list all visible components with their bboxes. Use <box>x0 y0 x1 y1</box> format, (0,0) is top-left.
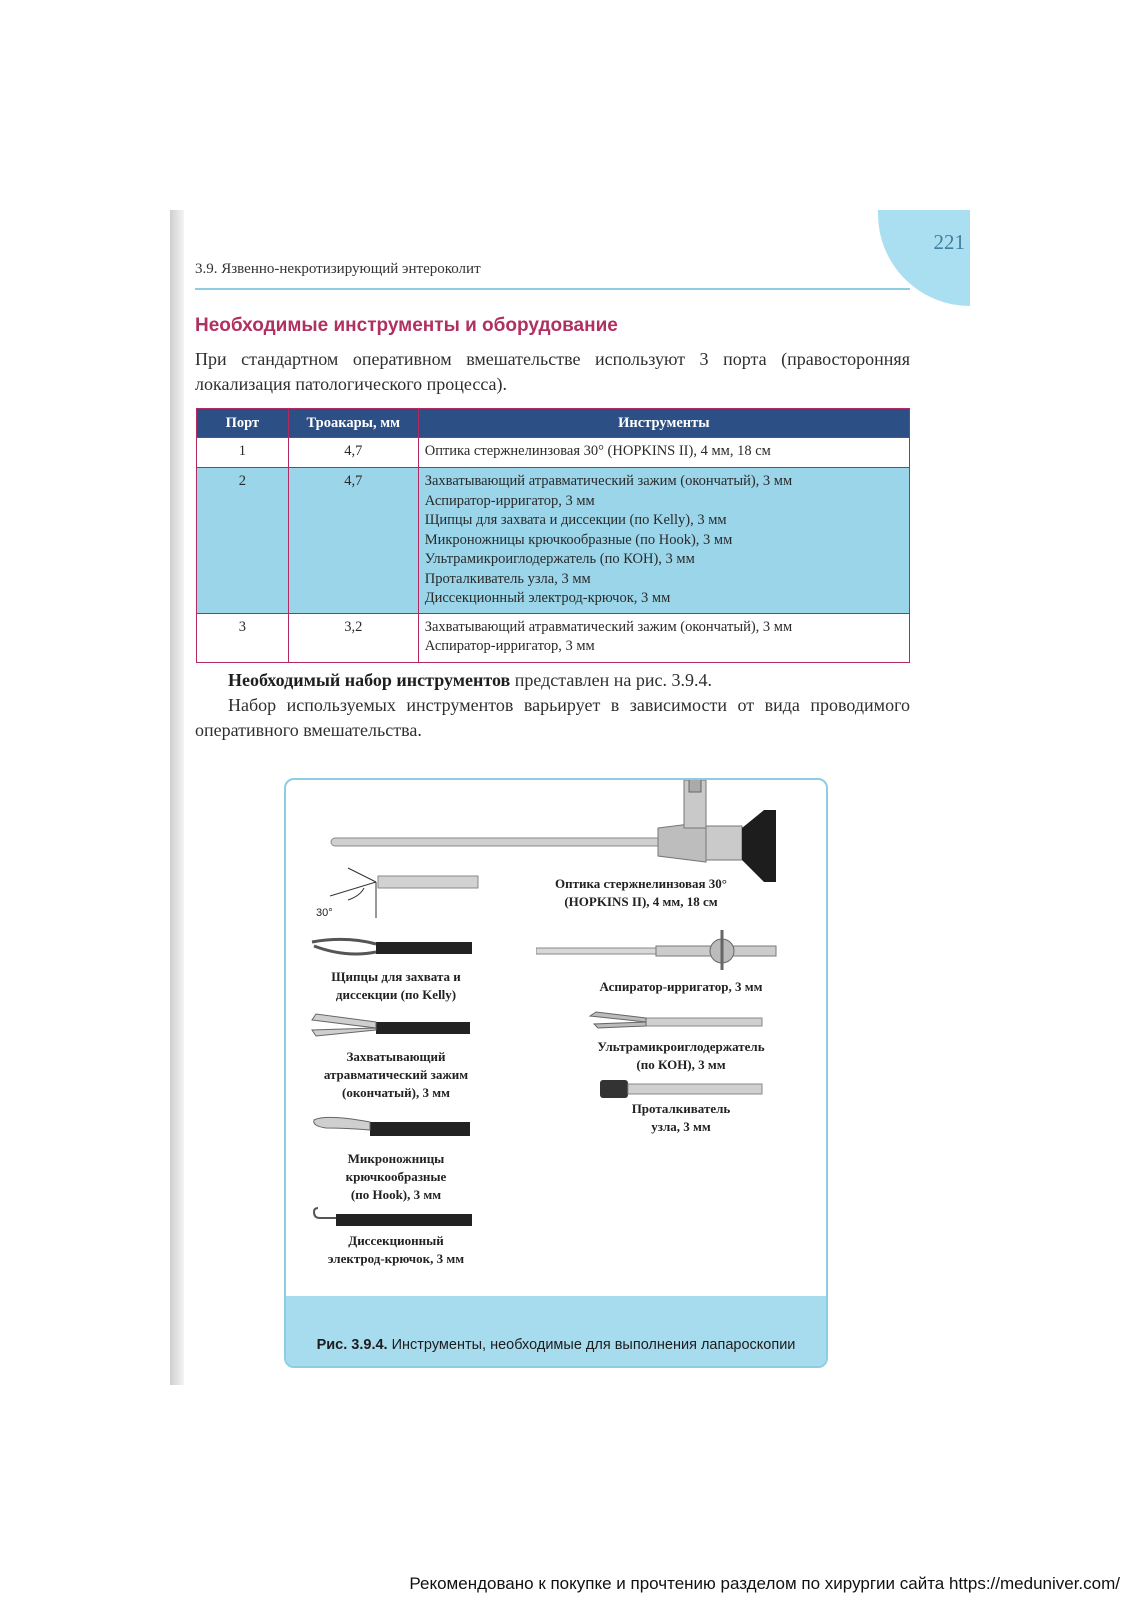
optic-tip-detail-image <box>308 866 488 926</box>
label-line: электрод-крючок, 3 мм <box>327 1251 465 1266</box>
label-line: Проталкиватель <box>631 1101 731 1116</box>
trocar-cell: 4,7 <box>288 438 418 468</box>
label-line: Микроножницы <box>347 1151 445 1166</box>
header-instruments: Инструменты <box>418 409 909 438</box>
label-line: (окончатый), 3 мм <box>342 1085 450 1100</box>
label-line: узла, 3 мм <box>651 1119 711 1134</box>
fenestrated-grasper-image <box>306 1008 476 1044</box>
label-line: Ультрамикроиглодержатель <box>597 1039 765 1054</box>
aspirator-irrigator-image <box>536 930 786 970</box>
instrument-line: Диссекционный электрод-крючок, 3 мм <box>424 590 671 606</box>
port-cell: 1 <box>197 438 289 468</box>
figure-instruments <box>284 778 828 1368</box>
port-cell: 2 <box>197 468 289 614</box>
caption-text: Инструменты, необходимые для выполнения лапароскопии <box>387 1337 796 1353</box>
label-scissors <box>306 1150 486 1204</box>
needle-holder-image <box>586 1008 766 1036</box>
header-rule <box>195 288 910 290</box>
label-needle-holder <box>556 1038 806 1074</box>
instruments-cell <box>418 438 909 468</box>
instrument-line: Проталкиватель узла, 3 мм <box>424 570 591 587</box>
hook-electrode-image <box>306 1206 476 1232</box>
paragraph-variation <box>195 693 910 743</box>
instrument-line: Оптика стержнелинзовая 30° (HOPKINS II), 4 мм, 18 см <box>424 443 771 459</box>
ports-table <box>196 408 910 663</box>
label-aspirator <box>556 978 806 996</box>
label-knot-pusher <box>606 1100 756 1136</box>
table-row <box>197 438 910 468</box>
instruments-cell <box>418 468 909 614</box>
paragraph-bold-lead: Необходимый набор инструментов <box>228 670 511 690</box>
page-number-tab <box>878 210 970 306</box>
label-line: (HOPKINS II), 4 мм, 18 см <box>564 894 718 909</box>
angle-label: 30° <box>316 907 333 919</box>
kelly-forceps-image <box>306 932 476 962</box>
figure-caption <box>304 1335 808 1356</box>
instrument-line: Щипцы для захвата и диссекции (по Kelly), 3 мм <box>424 512 727 528</box>
port-cell: 3 <box>197 613 289 662</box>
page-number: 221 <box>933 230 965 254</box>
label-line: диссекции (по Kelly) <box>335 987 457 1002</box>
caption-number: Рис. 3.9.4. <box>316 1337 388 1353</box>
instrument-line: Ультрамикроиглодержатель (по КОН), 3 мм <box>424 551 695 567</box>
table-row <box>197 613 910 662</box>
table-header-row <box>197 409 910 438</box>
instrument-line: Захватывающий атравматический зажим (окончатый), 3 мм <box>424 473 793 489</box>
footer-note: Рекомендовано к покупке и прочтению разделом по хирургии сайта https://meduniver.com/ <box>409 1574 1120 1593</box>
instrument-line: Захватывающий атравматический зажим (окончатый), 3 мм <box>424 618 793 635</box>
label-line: крючкообразные <box>345 1169 447 1184</box>
hook-scissors-image <box>306 1110 476 1144</box>
section-title: Необходимые инструменты и оборудование <box>195 315 618 336</box>
paragraph-variation-text: Набор используемых инструментов варьирует в зависимости от вида проводимого оперативного вмешательства. <box>195 695 910 740</box>
trocar-cell: 4,7 <box>288 468 418 614</box>
instrument-line: Микроножницы крючкообразные (по Hook), 3 мм <box>424 531 733 548</box>
label-optic <box>516 875 766 911</box>
label-line: Диссекционный <box>348 1233 444 1248</box>
header-trocars: Троакары, мм <box>288 409 418 438</box>
header-port: Порт <box>197 409 289 438</box>
label-line: Оптика стержнелинзовая 30° <box>555 876 727 891</box>
label-kelly <box>306 968 486 1004</box>
label-line: (по КОН), 3 мм <box>636 1057 726 1072</box>
instrument-line: Аспиратор-ирригатор, 3 мм <box>424 492 595 509</box>
paragraph-instrument-set <box>195 668 910 693</box>
instruments-cell <box>418 613 909 662</box>
label-grasper <box>306 1048 486 1102</box>
running-head: 3.9. Язвенно-некротизирующий энтероколит <box>195 261 481 277</box>
instrument-line: Аспиратор-ирригатор, 3 мм <box>424 638 595 654</box>
label-line: Щипцы для захвата и <box>331 969 461 984</box>
trocar-cell: 3,2 <box>288 613 418 662</box>
scan-page-shadow <box>170 210 184 1385</box>
label-line: Захватывающий <box>346 1049 446 1064</box>
paragraph-rest: представлен на рис. 3.9.4. <box>510 670 712 690</box>
label-line: (по Hook), 3 мм <box>350 1187 442 1202</box>
table-row <box>197 468 910 614</box>
label-line: Аспиратор-ирригатор, 3 мм <box>599 979 763 994</box>
knot-pusher-image <box>596 1076 766 1102</box>
label-hook <box>306 1232 486 1268</box>
intro-paragraph: При стандартном оперативном вмешательстве используют 3 порта (правосторонняя локализация патологического процесса). <box>195 349 910 394</box>
label-line: атравматический зажим <box>323 1067 469 1082</box>
